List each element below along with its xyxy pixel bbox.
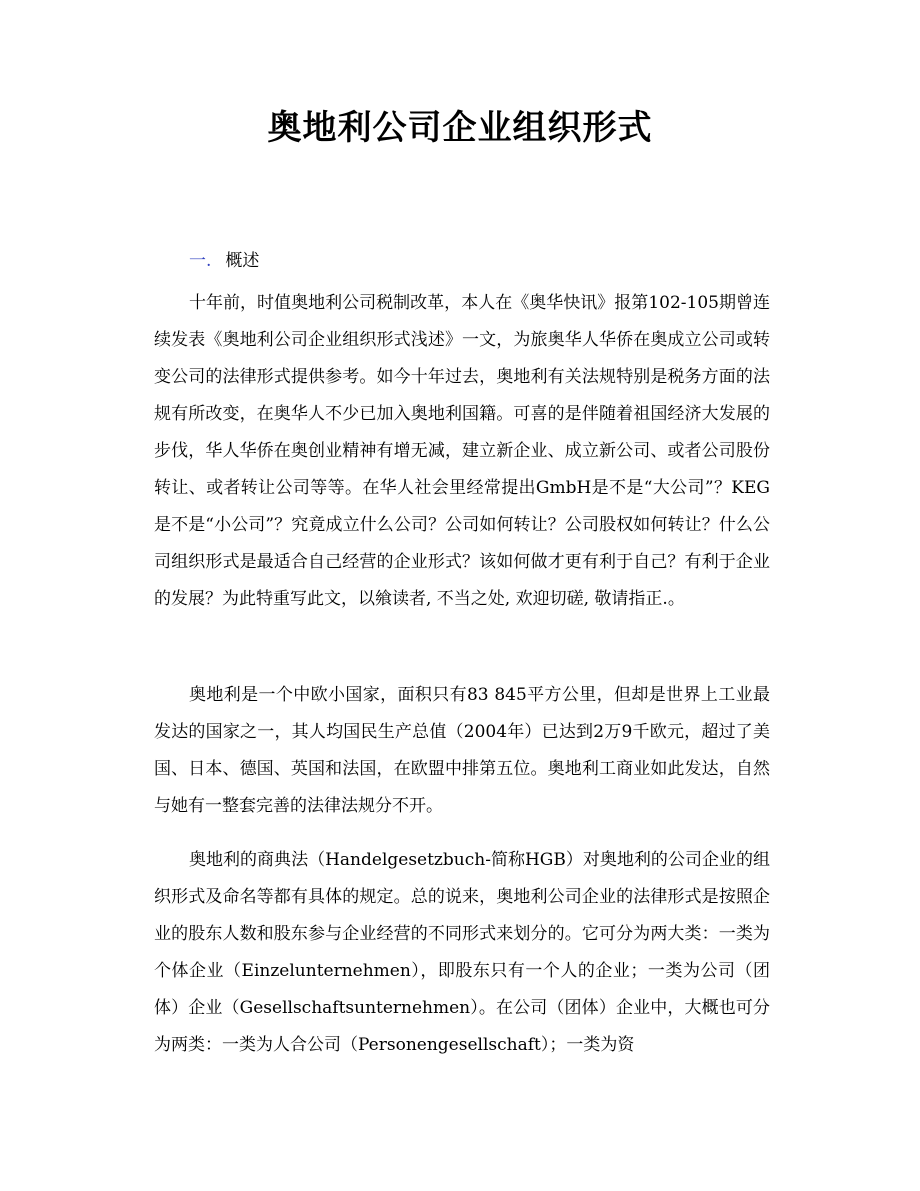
section-number: 一.	[189, 251, 212, 271]
section-heading	[189, 246, 259, 271]
paragraph-commercial-code: 奥地利的商典法（Handelgesetzbuch-简称HGB）对奥地利的公司企业的组织形式及命名等都有具体的规定。总的说来，奥地利公司企业的法律形式是按照企业的股东人数和股东参与企业经营的不同形式来划分的。它可分为两大类：一类为个体企业（Einzelunternehmen），即股东只有一个人的企业；一类为公司（团体）企业（Gesellschaftsunternehmen）。在公司（团体）企业中，大概也可分为两类：一类为人合公司（Personengesellschaft）；一类为资	[154, 850, 770, 1055]
document-title: 奥地利公司企业组织形式	[267, 108, 653, 148]
section-title: 概述	[225, 251, 260, 271]
paragraph-austria-overview: 奥地利是一个中欧小国家，面积只有83 845平方公里，但却是世界上工业最发达的国家之一，其人均国民生产总值（2004年）已达到2万9千欧元，超过了美国、日本、德国、英国和法国，在欧盟中排第五位。奥地利工商业如此发达，自然与她有一整套完善的法律法规分不开。	[154, 685, 770, 816]
paragraph-intro: 十年前，时值奥地利公司税制改革，本人在《奥华快讯》报第102-105期曾连续发表《奥地利公司企业组织形式浅述》一文，为旅奥华人华侨在奥成立公司或转变公司的法律形式提供参考。如今十年过去，奥地利有关法规特别是税务方面的法规有所改变，在奥华人不少已加入奥地利国籍。可喜的是伴随着祖国经济大发展的步伐，华人华侨在奥创业精神有增无减，建立新企业、成立新公司、或者公司股份转让、或者转让公司等等。在华人社会里经常提出GmbH是不是“大公司”？KEG是不是“小公司”？究竟成立什么公司？公司如何转让？公司股权如何转让？什么公司组织形式是最适合自己经营的企业形式？该如何做才更有利于自己？有利于企业的发展？为此特重写此文，以飨读者, 不当之处, 欢迎切磋, 敬请指正.。	[154, 293, 770, 609]
